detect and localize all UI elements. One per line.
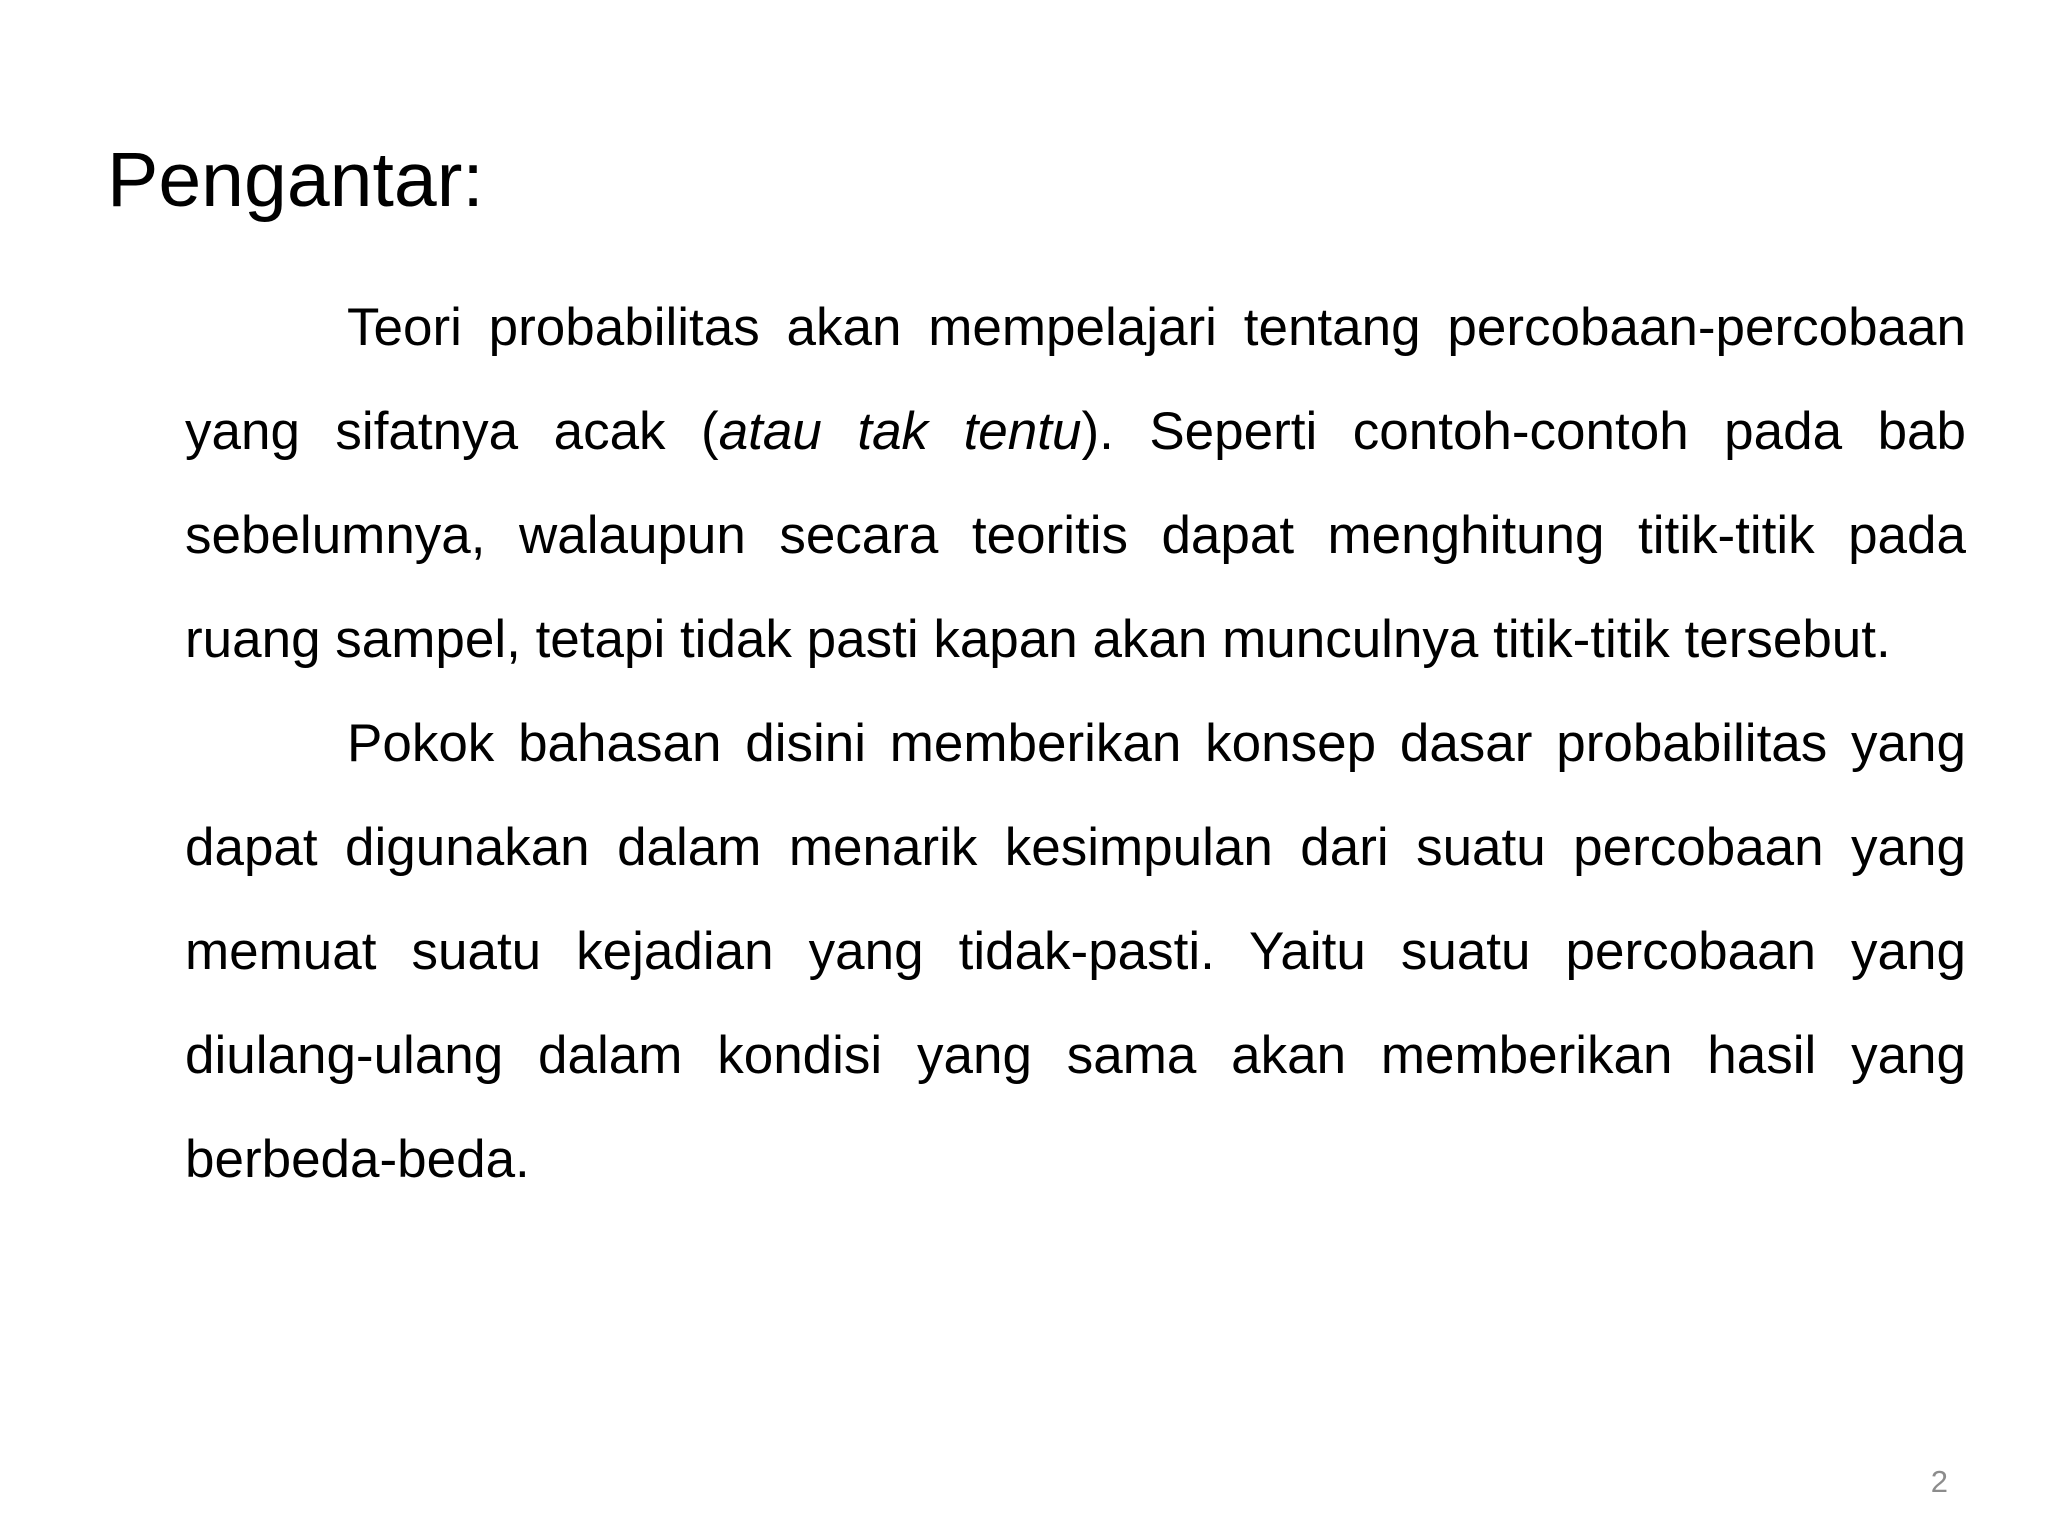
paragraph1-text-end: ). Seperti contoh-contoh pada bab sebelumnya, walaupun secara teoritis dapat menghitung titik-titik pada ruang sampel, tetapi tidak pasti kapan akan munculnya titik-titik tersebut. (185, 402, 1967, 669)
paragraph-topic-overview: Pokok bahasan disini memberikan konsep dasar probabilitas yang dapat digunakan dalam menarik kesimpulan dari suatu percobaan yang memuat suatu kejadian yang tidak-pasti. Yaitu suatu percobaan yang diulang-ulang dalam kondisi yang sama akan memberikan hasil yang berbeda-beda. (185, 714, 1966, 1189)
page-number: 2 (1930, 1464, 1948, 1499)
paragraph-probability-theory (185, 276, 1966, 692)
paragraph1-text-start: Teori probabilitas akan mempelajari tentang percobaan-percobaan yang sifatnya acak ( (185, 298, 1966, 461)
paragraph1-italic-phrase: atau tak tentu (718, 402, 1082, 461)
slide-title: Pengantar: (107, 137, 484, 223)
slide-body (185, 276, 1966, 1212)
